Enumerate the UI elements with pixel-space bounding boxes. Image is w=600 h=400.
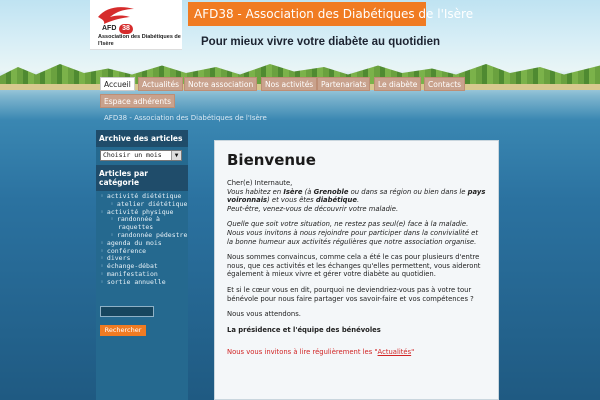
category-item[interactable]: ◦ activité physique [100,207,174,216]
category-list [96,191,188,290]
category-item[interactable]: ◦ randonnée à [110,215,160,224]
bullet-icon: ◦ [110,199,114,208]
category-item-continued[interactable]: raquettes [118,223,154,232]
nav-tab-contacts[interactable]: Contacts [424,77,465,91]
logo-number-badge: 38 [119,24,133,34]
signature: La présidence et l'équipe des bénévoles [227,325,381,334]
bullet-icon: ◦ [100,262,104,271]
bird-logo-icon [96,3,136,25]
site-logo[interactable] [90,0,182,50]
category-item[interactable]: ◦ divers [100,254,131,263]
archive-select-value: Choisir un mois [103,151,162,159]
category-item[interactable]: ◦ randonnée pédestre [110,230,188,239]
category-item[interactable]: ◦ agenda du mois [100,238,162,247]
bullet-icon: ◦ [100,238,104,247]
logo-afd-text: AFD [102,25,117,32]
site-title[interactable]: AFD38 - Association des Diabétiques de l'Isère [188,2,426,26]
nav-tab-espace-adherents[interactable]: Espace adhérents [100,94,175,108]
category-item[interactable]: ◦ conférence [100,246,147,255]
paragraph-waiting: Nous vous attendons. [227,310,301,319]
nav-tab-actualites[interactable]: Actualités [138,77,183,91]
bullet-icon: ◦ [100,192,104,200]
sidebar [96,130,188,400]
bullet-icon: ◦ [100,269,104,278]
site-tagline: Pour mieux vivre votre diabète au quotidien [201,36,441,48]
bullet-icon: ◦ [100,254,104,263]
search-input[interactable] [100,306,154,317]
bullet-icon: ◦ [100,246,104,255]
search-widget [96,306,188,336]
bullet-icon: ◦ [110,230,114,239]
category-item[interactable]: ◦ échange-débat [100,262,158,271]
category-item[interactable]: ◦ sortie annuelle [100,277,166,286]
category-item[interactable]: ◦ activité diététique [100,192,182,200]
category-item[interactable]: ◦ manifestation [100,269,158,278]
categories-widget-title: Articles par catégorie [96,165,188,191]
nav-tab-nos-activites[interactable]: Nos activités [261,77,317,91]
logo-subtitle: Association des Diabétiques de l'Isère [98,34,181,47]
breadcrumb[interactable]: AFD38 - Association des Diabétiques de l'Isère [104,114,267,122]
main-content [214,140,499,400]
search-button[interactable]: Rechercher [100,325,146,336]
bullet-icon: ◦ [100,277,104,286]
archive-widget-title: Archive des articles [96,130,188,147]
paragraph-situation: Quelle que soit votre situation, ne restez pas seul(e) face à la maladie. Nous vous invitons à nous rejoindre pour participer dans la convivialité et la bonne humeur aux activités régulières que notre association organise. [227,220,479,246]
nav-tab-partenariats[interactable]: Partenariats [317,77,370,91]
paragraph-conviction: Nous sommes convaincus, comme cela a été le cas pour plusieurs d'entre nous, que ces activités et les échanges qu'elles permettent, vous aideront également à mieux vivre et gérer votre diabète au quotidien. [227,253,481,279]
nav-tab-le-diabete[interactable]: Le diabète [374,77,421,91]
chevron-down-icon[interactable]: ▼ [171,151,181,160]
archive-month-select[interactable] [100,150,182,161]
bullet-icon: ◦ [110,215,114,224]
nav-tab-accueil[interactable]: Accueil [100,77,135,91]
paragraph-volunteer: Et si le cœur vous en dit, pourquoi ne deviendriez-vous pas à votre tour bénévole pour nous faire partager vos savoir-faire et vos compétences ? [227,285,474,303]
intro-paragraph: Cher(e) Internaute, Vous habitez en Isère (à Grenoble ou dans sa région ou bien dans le pays voironnais) et vous êtes diabétique. Peut-être, venez-vous de découvrir votre maladie. [227,179,486,213]
category-item[interactable]: ◦ atelier diététique [110,199,188,208]
news-invite: Nous vous invitons à lire régulièrement les "Actualités" [227,348,415,357]
page-title: Bienvenue [227,151,316,169]
news-link[interactable]: Actualités [377,348,412,357]
nav-tab-notre-association[interactable]: Notre association [184,77,257,91]
bullet-icon: ◦ [100,207,104,216]
